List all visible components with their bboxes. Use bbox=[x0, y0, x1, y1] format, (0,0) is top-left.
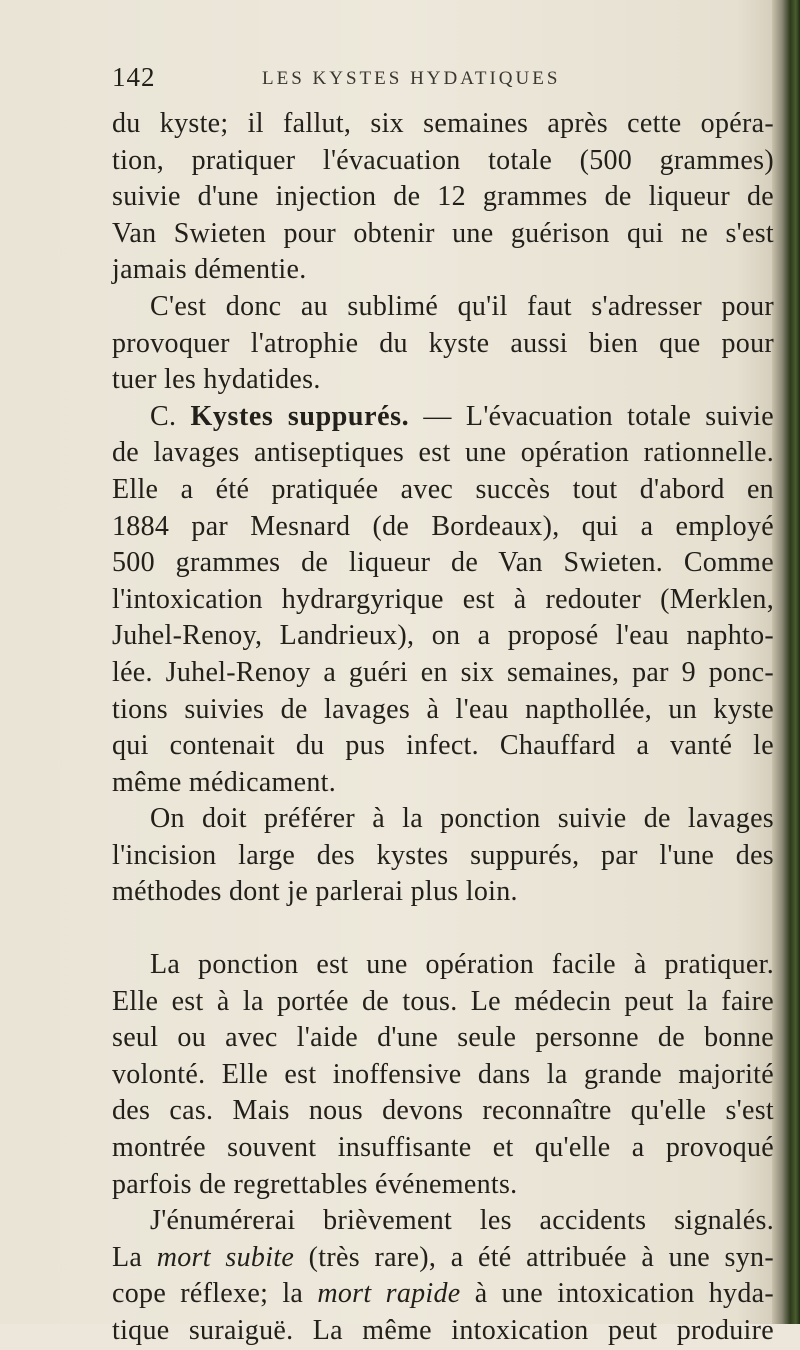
text-line: provoquer l'atrophie du kyste aussi bien que pour bbox=[112, 327, 774, 359]
text-line: l'intoxication hydrargyrique est à redouter (Merklen, bbox=[112, 583, 774, 615]
text-line: Juhel-Renoy, Landrieux), on a proposé l'eau naphto- bbox=[112, 620, 774, 652]
text-line: 1884 par Mesnard (de Bordeaux), qui a employé bbox=[112, 510, 774, 542]
text-line: J'énumérerai brièvement les accidents signalés. bbox=[150, 1205, 774, 1237]
page-header bbox=[112, 62, 772, 102]
text-line: l'incision large des kystes suppurés, par l'une des bbox=[112, 839, 774, 871]
text-line: de lavages antiseptiques est une opération rationnelle. bbox=[112, 437, 774, 469]
body-text bbox=[112, 106, 774, 1350]
text-line: 500 grammes de liqueur de Van Swieten. Comme bbox=[112, 547, 774, 579]
text-line: C'est donc au sublimé qu'il faut s'adresser pour bbox=[150, 290, 774, 322]
text-line: On doit préférer à la ponction suivie de lavages bbox=[150, 803, 774, 835]
text-line: Elle a été pratiquée avec succès tout d'abord en bbox=[112, 473, 774, 505]
page-number: 142 bbox=[112, 62, 156, 92]
section-heading-line bbox=[112, 399, 774, 436]
text-line: volonté. Elle est inoffensive dans la grande majorité bbox=[112, 1058, 774, 1090]
text-line: tion, pratiquer l'évacuation totale (500 grammes) bbox=[112, 144, 774, 176]
text-line: seul ou avec l'aide d'une seule personne de bonne bbox=[112, 1022, 774, 1054]
text-run: (très rare), a été attribuée à une syn- bbox=[294, 1241, 774, 1273]
text-run: — L'évacuation totale suivie bbox=[409, 400, 774, 432]
text-line: qui contenait du pus infect. Chauffard a vanté le bbox=[112, 730, 774, 762]
text-line: jamais démentie. bbox=[112, 254, 307, 286]
italic-term: mort rapide bbox=[317, 1278, 461, 1310]
paragraph-gap bbox=[112, 911, 774, 947]
text-line: La ponction est une opération facile à pratiquer. bbox=[150, 949, 774, 981]
running-head: LES KYSTES HYDATIQUES bbox=[262, 68, 561, 89]
text-line bbox=[112, 1240, 774, 1277]
book-edge bbox=[772, 0, 800, 1324]
text-line: Van Swieten pour obtenir une guérison qui ne s'est bbox=[112, 217, 774, 249]
text-run: à une intoxication hyda- bbox=[460, 1278, 774, 1310]
text-run: La bbox=[112, 1241, 157, 1273]
text-line: Elle est à la portée de tous. Le médecin peut la faire bbox=[112, 985, 774, 1017]
text-line: parfois de regrettables événements. bbox=[112, 1168, 518, 1200]
text-line: lée. Juhel-Renoy a guéri en six semaines, par 9 ponc- bbox=[112, 656, 774, 688]
section-heading: Kystes suppurés. bbox=[190, 400, 410, 432]
text-line: tique suraiguë. La même intoxication peut produire bbox=[112, 1315, 774, 1346]
text-line: suivie d'une injection de 12 grammes de liqueur de bbox=[112, 181, 774, 213]
text-run: cope réflexe; la bbox=[112, 1278, 318, 1310]
text-line: même médicament. bbox=[112, 766, 337, 798]
text-line bbox=[112, 1276, 774, 1313]
text-line: méthodes dont je parlerai plus loin. bbox=[112, 876, 518, 908]
text-line: des cas. Mais nous devons reconnaître qu'elle s'est bbox=[112, 1095, 774, 1127]
text-line: tuer les hydatides. bbox=[112, 364, 321, 396]
text-line: du kyste; il fallut, six semaines après cette opéra- bbox=[112, 108, 774, 139]
text-line: montrée souvent insuffisante et qu'elle a provoqué bbox=[112, 1132, 774, 1164]
section-letter: C. bbox=[150, 400, 177, 432]
italic-term: mort subite bbox=[156, 1241, 295, 1273]
text-line: tions suivies de lavages à l'eau napthollée, un kyste bbox=[112, 693, 774, 725]
